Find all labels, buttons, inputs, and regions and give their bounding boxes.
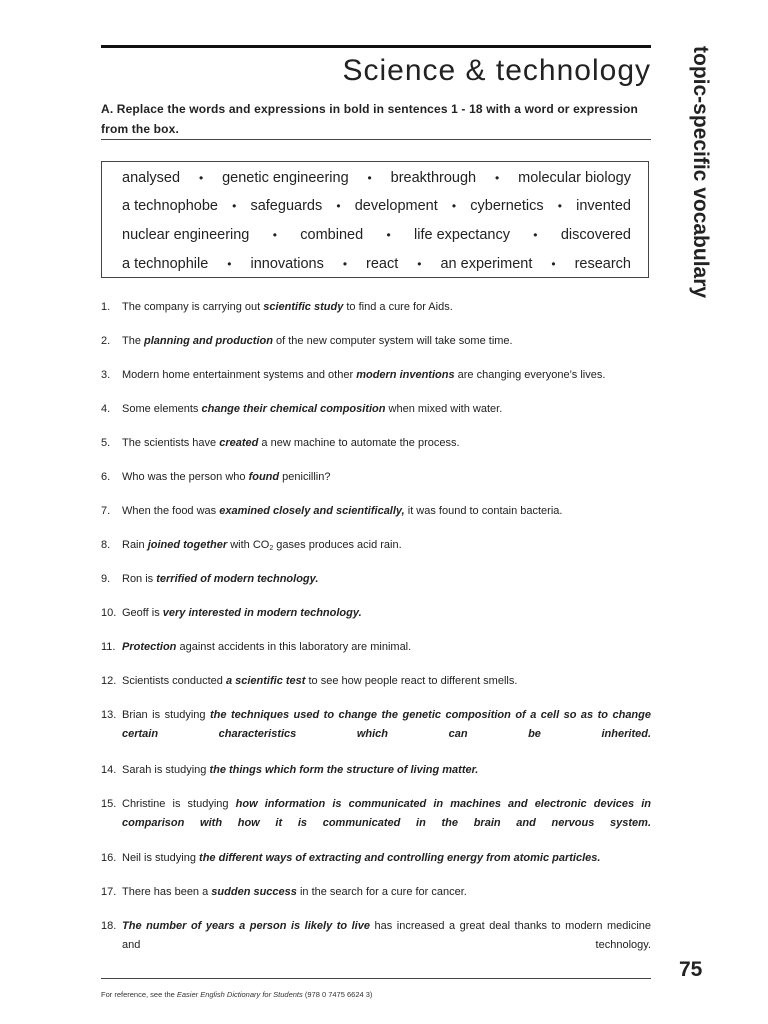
question-text: Who was the person who — [122, 471, 249, 483]
question-item — [101, 298, 651, 317]
question-text: Scientists conducted — [122, 675, 226, 687]
question-text: Christine is studying — [122, 798, 236, 810]
question-item — [101, 761, 651, 780]
question-number: 17. — [101, 886, 117, 898]
question-line — [101, 706, 651, 725]
question-line — [101, 400, 651, 419]
question-text: When the food was — [122, 505, 220, 517]
bold-expression: how information is communicated in machines and electronic devices in — [235, 798, 651, 810]
question-line — [101, 638, 651, 657]
question-line — [101, 672, 651, 691]
bold-expression: planning and production — [144, 335, 273, 347]
bullet-separator: • — [342, 256, 348, 271]
bullet-separator: • — [336, 198, 341, 213]
question-item — [101, 536, 651, 558]
question-text: Modern home entertainment systems and other — [122, 369, 357, 381]
bold-expression: found — [248, 471, 280, 483]
question-item — [101, 849, 651, 868]
question-text: Brian is studying — [122, 709, 211, 721]
bold-expression: the techniques used to change the genetic composition of a cell so as to change — [210, 709, 651, 721]
footer-reference — [101, 990, 372, 999]
question-line — [101, 570, 651, 589]
bold-expression: joined together — [147, 539, 228, 551]
footer-isbn: (978 0 7475 6624 3) — [302, 990, 373, 999]
bold-expression: change their chemical composition — [201, 403, 386, 415]
word-option: molecular biology — [518, 169, 631, 186]
bold-expression: terrified of modern technology. — [156, 573, 319, 585]
word-option: nuclear engineering — [122, 226, 250, 243]
word-option: genetic engineering — [222, 169, 349, 186]
word-option: research — [574, 255, 631, 272]
question-text: to see how people react to different smells. — [305, 675, 518, 687]
question-text: with CO — [227, 539, 270, 551]
bullet-separator: • — [551, 256, 556, 271]
bullet-separator: • — [386, 227, 391, 242]
question-text: The company is carrying out — [122, 301, 264, 313]
word-option: analysed — [122, 169, 181, 186]
question-text: Some elements — [122, 403, 202, 415]
word-box-row — [122, 249, 631, 278]
question-item — [101, 795, 651, 833]
question-item — [101, 883, 651, 902]
word-option: react — [366, 255, 399, 272]
word-option: discovered — [560, 226, 631, 243]
word-option: breakthrough — [390, 169, 477, 186]
bold-expression: a scientific test — [225, 675, 306, 687]
bold-expression: sudden success — [211, 886, 297, 898]
question-item — [101, 400, 651, 419]
word-option: life expectancy — [414, 226, 510, 243]
bullet-separator: • — [533, 227, 538, 242]
question-item — [101, 366, 651, 385]
question-item — [101, 638, 651, 657]
question-item — [101, 706, 651, 744]
question-text: Rain — [122, 539, 148, 551]
word-box — [101, 161, 649, 278]
word-box-row — [122, 220, 631, 249]
bullet-separator: • — [557, 198, 562, 213]
question-number: 14. — [101, 764, 117, 776]
question-text: to find a cure for Aids. — [343, 301, 453, 313]
question-number: 8. — [101, 539, 111, 551]
bullet-separator: • — [417, 256, 422, 271]
bullet-separator: • — [198, 170, 204, 185]
question-item — [101, 604, 651, 623]
question-item — [101, 917, 651, 955]
question-line — [101, 434, 651, 453]
question-text: of the new computer system will take some time. — [272, 335, 513, 347]
question-text: it was found to contain bacteria. — [404, 505, 563, 517]
question-number: 10. — [101, 607, 117, 619]
question-text: gases produces acid rain. — [273, 539, 402, 551]
question-line — [101, 795, 651, 814]
word-box-row — [122, 191, 631, 220]
question-text: Neil is studying — [122, 852, 200, 864]
question-item — [101, 332, 651, 351]
question-text: and technology. — [122, 939, 651, 951]
question-continuation — [101, 814, 651, 833]
question-text: are changing everyone’s lives. — [454, 369, 606, 381]
word-option: development — [354, 197, 438, 214]
question-text: The scientists have — [122, 437, 220, 449]
question-line — [101, 502, 651, 521]
word-option: invented — [576, 197, 631, 214]
question-number: 15. — [101, 798, 117, 810]
footer-text: For reference, see the — [101, 990, 177, 999]
word-option: a technophobe — [122, 197, 218, 214]
bold-expression: Protection — [122, 641, 177, 653]
question-number: 12. — [101, 675, 117, 687]
question-text: There has been a — [122, 886, 212, 898]
question-line — [101, 604, 651, 623]
question-line — [101, 761, 651, 780]
word-option: combined — [300, 226, 364, 243]
question-number: 7. — [101, 505, 111, 517]
question-text: against accidents in this laboratory are minimal. — [176, 641, 412, 653]
word-option: innovations — [250, 255, 324, 272]
bullet-separator: • — [232, 198, 237, 213]
question-continuation — [101, 936, 651, 955]
question-line — [101, 849, 651, 868]
word-option: a technophile — [122, 255, 209, 272]
question-item — [101, 434, 651, 453]
question-text: Geoff is — [122, 607, 163, 619]
top-rule — [101, 45, 651, 48]
question-number: 18. — [101, 920, 117, 932]
question-number: 11. — [101, 641, 116, 653]
bold-expression: modern inventions — [356, 369, 455, 381]
bold-expression: The number of years a person is likely to live — [122, 920, 370, 932]
question-line — [101, 883, 651, 902]
bullet-separator: • — [227, 256, 232, 271]
question-number: 3. — [101, 369, 111, 381]
footer-book-title: Easier English Dictionary for Students — [176, 990, 303, 999]
question-text: The — [122, 335, 145, 347]
subscript: 2 — [269, 545, 274, 552]
question-line — [101, 917, 651, 936]
bold-expression: very interested in modern technology. — [162, 607, 362, 619]
bold-expression: created — [219, 437, 259, 449]
question-line — [101, 298, 651, 317]
bottom-rule — [101, 978, 651, 979]
question-text: Sarah is studying — [122, 764, 210, 776]
instructions: A. Replace the words and expressions in bold in sentences 1 - 18 with a word or expression from the box. — [101, 102, 638, 136]
page-number: 75 — [679, 958, 703, 981]
question-number: 5. — [101, 437, 111, 449]
question-number: 13. — [101, 709, 117, 721]
question-item — [101, 570, 651, 589]
question-text: in the search for a cure for cancer. — [296, 886, 467, 898]
bold-expression: the things which form the structure of living matter. — [209, 764, 479, 776]
question-text: has increased a great deal thanks to modern medicine — [369, 920, 652, 932]
bullet-separator: • — [272, 227, 277, 242]
question-item — [101, 468, 651, 487]
question-item — [101, 502, 651, 521]
question-number: 4. — [101, 403, 111, 415]
question-line — [101, 332, 651, 351]
side-tab-label: topic-specific vocabulary — [689, 46, 712, 299]
word-box-row — [122, 163, 631, 192]
question-number: 9. — [101, 573, 111, 585]
instructions-rule — [101, 139, 651, 140]
question-line — [101, 366, 651, 385]
bold-expression: scientific study — [263, 301, 344, 313]
question-text: Ron is — [122, 573, 157, 585]
question-number: 16. — [101, 852, 117, 864]
word-option: safeguards — [250, 197, 323, 214]
question-text: a new machine to automate the process. — [258, 437, 460, 449]
bold-expression: comparison with how it is communicated in the brain and nervous system. — [122, 817, 651, 829]
bullet-separator: • — [451, 198, 457, 213]
question-text: when mixed with water. — [385, 403, 503, 415]
question-item — [101, 672, 651, 691]
word-option: cybernetics — [470, 197, 544, 214]
question-text: penicillin? — [279, 471, 331, 483]
question-number: 1. — [101, 301, 111, 313]
question-continuation — [101, 725, 651, 744]
bold-expression: examined closely and scientifically, — [219, 505, 405, 517]
bullet-separator: • — [367, 170, 372, 185]
page-title: Science & technology — [342, 54, 651, 87]
bullet-separator: • — [495, 170, 500, 185]
bold-expression: certain characteristics which can be inherited. — [122, 728, 651, 740]
question-line — [101, 536, 651, 558]
question-line — [101, 468, 651, 487]
word-option: an experiment — [440, 255, 533, 272]
question-number: 6. — [101, 471, 111, 483]
question-number: 2. — [101, 335, 111, 347]
bold-expression: the different ways of extracting and controlling energy from atomic particles. — [199, 852, 601, 864]
